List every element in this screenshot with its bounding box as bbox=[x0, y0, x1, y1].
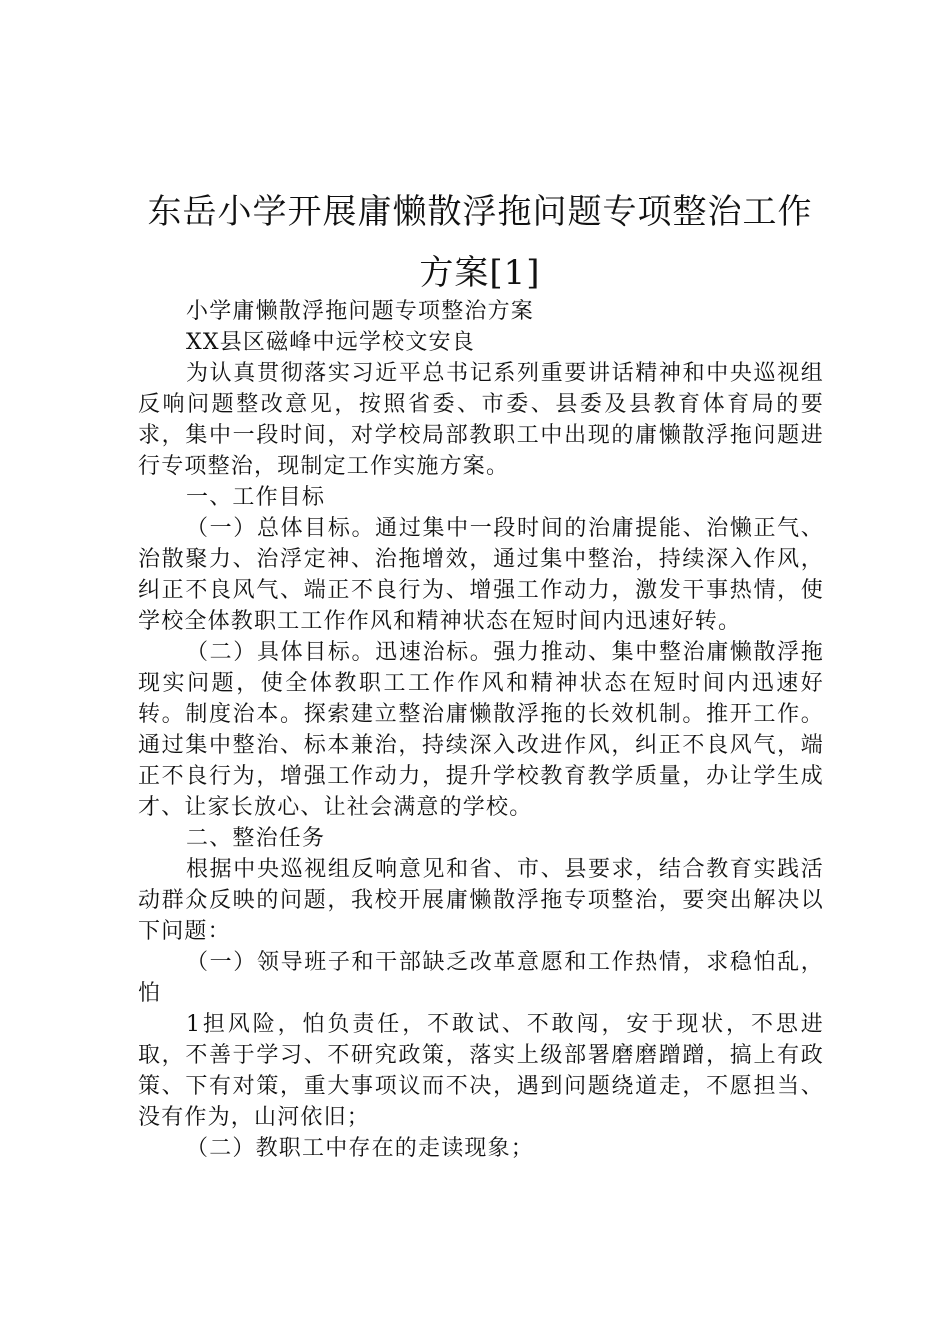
document-body bbox=[138, 296, 824, 1164]
paragraph-task-1: （一）领导班子和干部缺乏改革意愿和工作热情，求稳怕乱，怕 bbox=[138, 950, 824, 1006]
paragraph-intro: 为认真贯彻落实习近平总书记系列重要讲话精神和中央巡视组反响问题整改意见，按照省委、市委、县委及县教育体育局的要求，集中一段时间，对学校局部教职工中出现的庸懒散浮拖问题进行专项整治，现制定工作实施方案。 bbox=[138, 361, 824, 479]
paragraph-subtitle: 小学庸懒散浮拖问题专项整治方案 bbox=[186, 299, 535, 324]
paragraph-task-2: （二）教职工中存在的走读现象； bbox=[186, 1136, 535, 1161]
document-title-line-2: 方案[1] bbox=[419, 253, 541, 293]
paragraph-specific-goal: （二）具体目标。迅速治标。强力推动、集中整治庸懒散浮拖现实问题，使全体教职工工作作风和精神状态在短时间内迅速好转。制度治本。探索建立整治庸懒散浮拖的长效机制。推开工作。通过集中整治、标本兼治，持续深入改进作风，纠正不良风气，端正不良行为，增强工作动力，提升学校教育教学质量，办让学生成才、让家长放心、让社会满意的学校。 bbox=[138, 640, 824, 820]
section-heading-tasks: 二、整治任务 bbox=[186, 826, 326, 851]
paragraph-task-1-cont: 1担风险，怕负责任，不敢试、不敢闯，安于现状，不思进取，不善于学习、不研究政策，落实上级部署磨磨蹭蹭，搞上有政策、下有对策，重大事项议而不决，遇到问题绕道走，不愿担当、没有作为，山河依旧； bbox=[138, 1012, 824, 1130]
paragraph-author: XX县区磁峰中远学校文安良 bbox=[186, 330, 475, 355]
paragraph-tasks-intro: 根据中央巡视组反响意见和省、市、县要求，结合教育实践活动群众反映的问题，我校开展庸懒散浮拖专项整治，要突出解决以下问题： bbox=[138, 857, 824, 944]
document-title-line-1: 东岳小学开展庸懒散浮拖问题专项整治工作 bbox=[147, 192, 813, 232]
paragraph-overall-goal: （一）总体目标。通过集中一段时间的治庸提能、治懒正气、治散聚力、治浮定神、治拖增效，通过集中整治，持续深入作风，纠正不良风气、端正不良行为、增强工作动力，激发干事热情，使学校全体教职工工作作风和精神状态在短时间内迅速好转。 bbox=[138, 516, 824, 634]
section-heading-goals: 一、工作目标 bbox=[186, 485, 326, 510]
